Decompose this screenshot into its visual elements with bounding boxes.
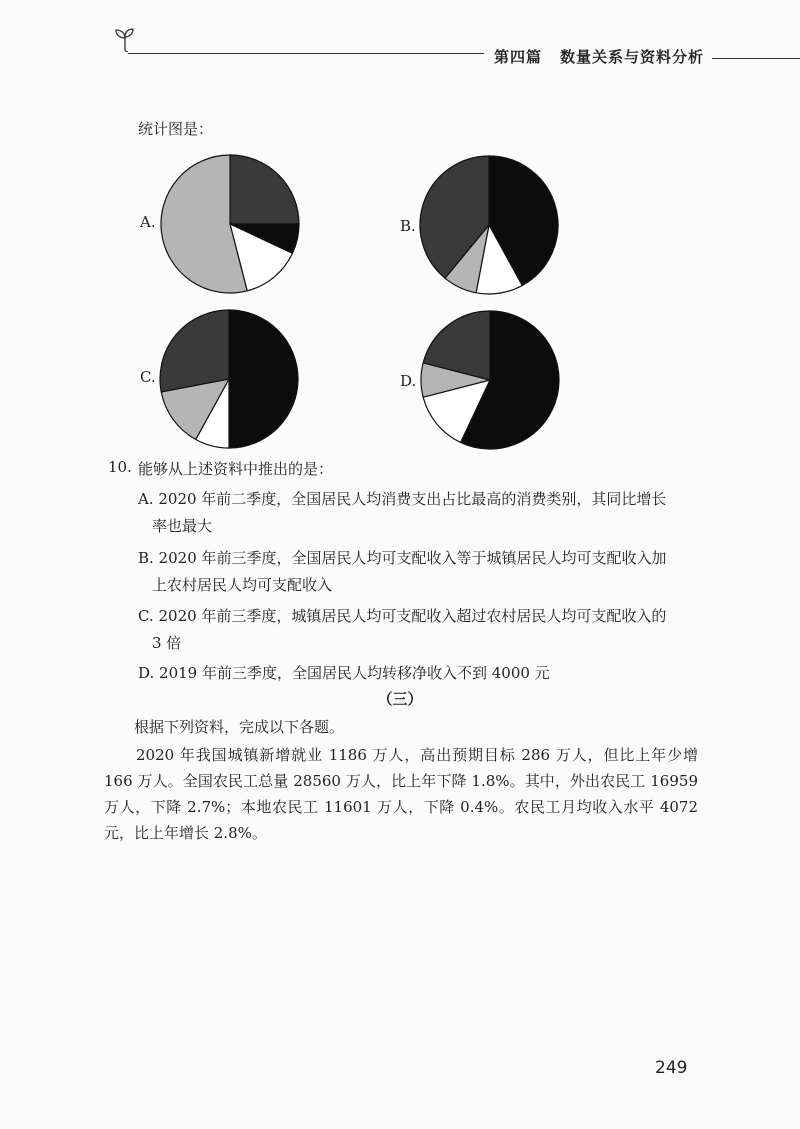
question-stem: 能够从上述资料中推出的是：: [138, 460, 334, 478]
pie-slice-dark-dots: [160, 310, 229, 392]
header-rule-right: [712, 58, 800, 59]
pie-label-c: C.: [140, 368, 156, 386]
question-number: 10.: [108, 458, 132, 476]
pie-chart-c[interactable]: [158, 308, 300, 450]
section-title: （三）: [377, 690, 423, 708]
pie-chart-d[interactable]: [419, 309, 561, 451]
pie-label-a: A.: [140, 213, 156, 231]
option-b-line1: B. 2020 年前三季度，全国居民人均可支配收入等于城镇居民人均可支配收入加: [138, 549, 667, 567]
option-c-line2: 3 倍: [152, 634, 182, 652]
pie-slice-dark-dots: [230, 155, 299, 224]
option-b-line2: 上农村居民人均可支配收入: [152, 576, 333, 594]
header-title: [494, 46, 704, 67]
option-c-line1: C. 2020 年前三季度，城镇居民人均可支配收入超过农村居民人均可支配收入的: [138, 607, 667, 625]
pie-chart-a[interactable]: [159, 153, 301, 295]
sprout-icon: [112, 26, 138, 52]
page-number: 249: [655, 1058, 688, 1078]
pie-slice-black: [229, 310, 298, 448]
header-part: 第四篇: [494, 48, 543, 66]
header-rule-left: [128, 53, 484, 54]
option-a[interactable]: [138, 486, 698, 540]
data-paragraph: 2020 年我国城镇新增就业 1186 万人，高出预期目标 286 万人，但比上年少增 166 万人。全国农民工总量 28560 万人，比上年下降 1.8%。其中，外出农民工 16959 万人，下降 2.7%；本地农民工 11601 万人，下降 0.4%。农民工月均收入水平 4072 元，比上年增长 2.8%。: [104, 746, 698, 842]
pie-label-d: D.: [400, 372, 417, 390]
option-d-line1: D. 2019 年前三季度，全国居民人均转移净收入不到 4000 元: [138, 664, 550, 682]
pie-chart-b[interactable]: [418, 154, 560, 296]
section-instruction: 根据下列资料，完成以下各题。: [134, 718, 345, 736]
header-section-title: 数量关系与资料分析: [560, 48, 705, 66]
option-b[interactable]: [138, 545, 698, 599]
pie-label-b: B.: [400, 217, 416, 235]
intro-text: 统计图是：: [138, 120, 214, 138]
option-c[interactable]: [138, 603, 698, 657]
option-a-line1: A. 2020 年前二季度，全国居民人均消费支出占比最高的消费类别，其同比增长: [138, 490, 667, 508]
option-a-line2: 率也最大: [152, 517, 213, 535]
option-d[interactable]: [138, 660, 698, 687]
